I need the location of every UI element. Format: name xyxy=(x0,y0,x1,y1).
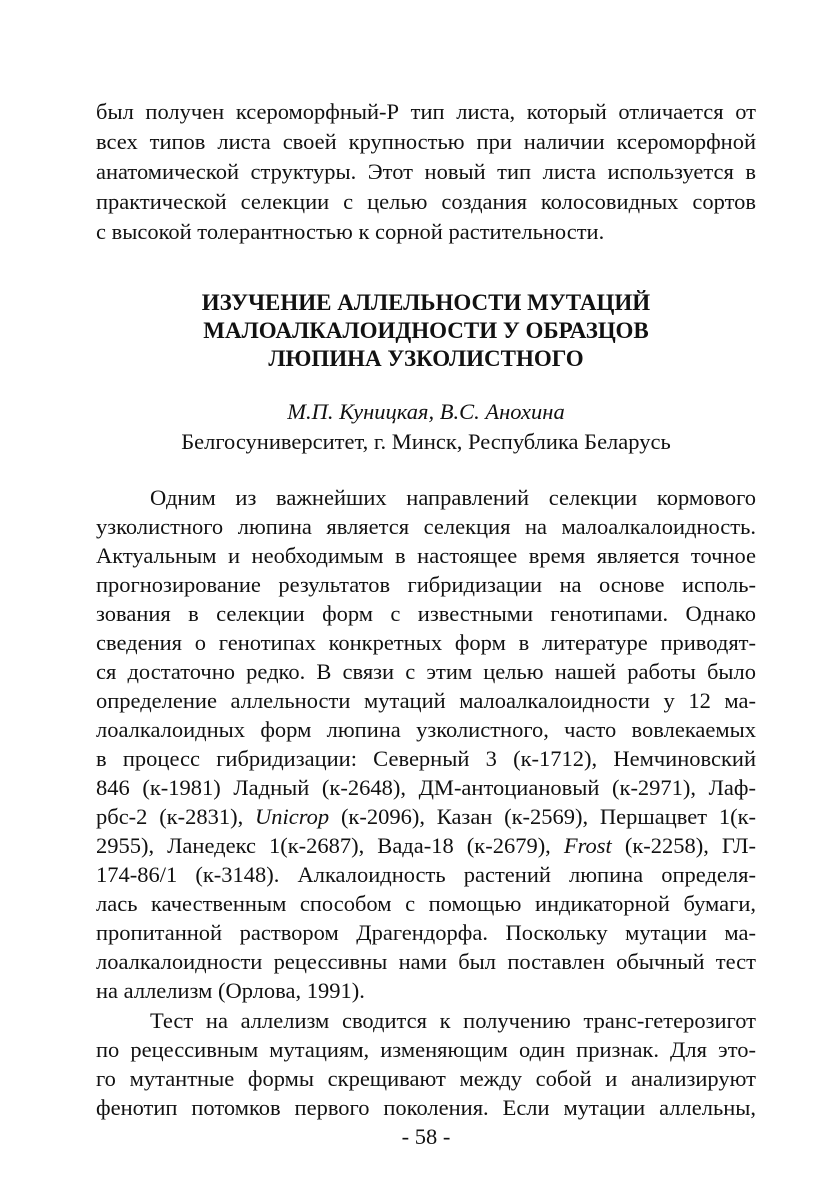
intro-line: анатомической структуры. Этот новый тип листа используется в xyxy=(96,159,756,184)
page-number: - 58 - xyxy=(401,1124,451,1149)
article-title-line: ИЗУЧЕНИЕ АЛЛЕЛЬНОСТИ МУТАЦИЙ xyxy=(201,290,651,315)
body-line: Тест на аллелизм сводится к получению транс-гетерозигот xyxy=(150,1008,756,1033)
body-text: (к-2096), Казан (к-2569), Першацвет 1(к- xyxy=(329,804,756,829)
intro-line: всех типов листа своей крупностью при наличии ксероморфной xyxy=(96,129,756,154)
body-line: узколистного люпина является селекция на малоалкалоидность. xyxy=(96,514,756,539)
body-line: лась качественным способом с помощью индикаторной бумаги, xyxy=(96,891,756,916)
body-line: по рецессивным мутациям, изменяющим один признак. Для это- xyxy=(96,1037,756,1062)
body-line: лоалкалоидности рецессивны нами был поставлен обычный тест xyxy=(96,949,756,974)
body-line: пропитанной раствором Драгендорфа. Поскольку мутации ма- xyxy=(96,920,756,945)
intro-line: с высокой толерантностью к сорной растительности. xyxy=(96,219,605,244)
body-line xyxy=(96,802,756,832)
body-line: Одним из важнейших направлений селекции кормового xyxy=(150,485,756,510)
article-authors: М.П. Куницкая, В.С. Анохина xyxy=(287,399,565,424)
body-line: 174-86/1 (к-3148). Алкалоидность растений люпина определя- xyxy=(96,862,756,887)
intro-line: практической селекции с целью создания колосовидных сортов xyxy=(96,189,756,214)
cultivar-name-unicrop: Unicrop xyxy=(255,804,330,829)
body-line xyxy=(96,831,756,861)
body-line: Актуальным и необходимым в настоящее время является точное xyxy=(96,543,756,568)
body-text: (к-2258), ГЛ- xyxy=(611,833,756,858)
body-line: прогнозирование результатов гибридизации на основе исполь- xyxy=(96,572,756,597)
body-line: ся достаточно редко. В связи с этим целью нашей работы было xyxy=(96,659,756,684)
intro-line: был получен ксероморфный-Р тип листа, который отличается от xyxy=(96,99,756,124)
article-affiliation: Белгосуниверситет, г. Минск, Республика Беларусь xyxy=(181,429,671,454)
body-line: 846 (к-1981) Ладный (к-2648), ДМ-антоциановый (к-2971), Лаф- xyxy=(96,775,756,800)
article-title-line: ЛЮПИНА УЗКОЛИСТНОГО xyxy=(268,346,584,371)
body-line: лоалкалоидных форм люпина узколистного, часто вовлекаемых xyxy=(96,717,756,742)
body-line: в процесс гибридизации: Северный 3 (к-1712), Немчиновский xyxy=(96,746,756,771)
body-line: фенотип потомков первого поколения. Если мутации аллельны, xyxy=(96,1095,756,1120)
body-text: 2955), Ланедекс 1(к-2687), Вада-18 (к-2679), xyxy=(96,833,564,858)
body-line: сведения о генотипах конкретных форм в литературе приводят- xyxy=(96,630,756,655)
article-title-line: МАЛОАЛКАЛОИДНОСТИ У ОБРАЗЦОВ xyxy=(203,318,649,343)
body-line: зования в селекции форм с известными генотипами. Однако xyxy=(96,601,756,626)
body-text: рбс-2 (к-2831), xyxy=(96,804,255,829)
cultivar-name-frost: Frost xyxy=(563,833,612,858)
body-line: го мутантные формы скрещивают между собой и анализируют xyxy=(96,1066,756,1091)
body-line: определение аллельности мутаций малоалкалоидности у 12 ма- xyxy=(96,688,756,713)
body-line: на аллелизм (Орлова, 1991). xyxy=(96,978,365,1003)
